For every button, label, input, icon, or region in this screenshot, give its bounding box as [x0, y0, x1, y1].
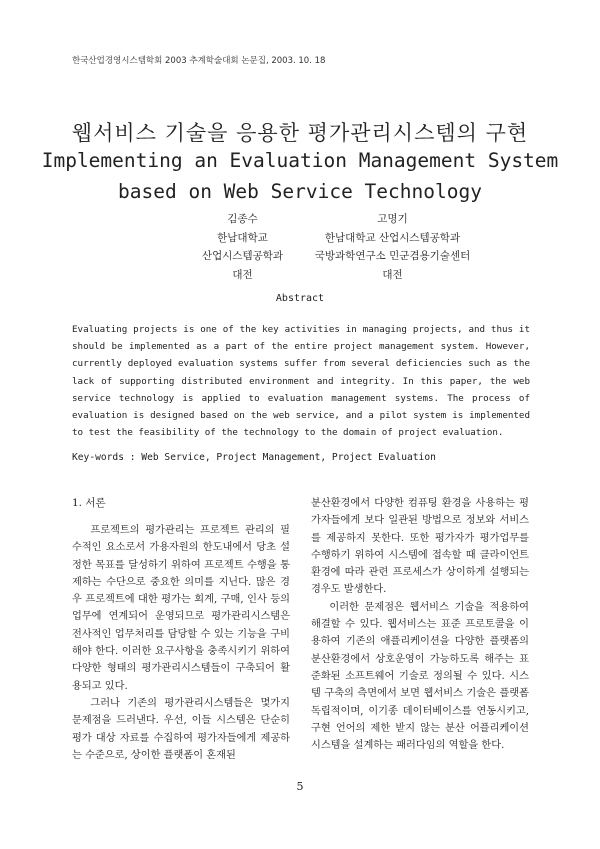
paragraph: 프로젝트의 평가관리는 프로젝트 관리의 필수적인 요소로서 가용자원의 한도내에서 당초 설정한 목표를 달성하기 위하여 프로젝트 수행을 통제하는 수단으로 중요한 의미를 지닌다. 많은 경우 프로젝트에 대한 평가는 회계, 구매, 인사 등의 업무에 연계되어 운영되므로 평가관리시스템은 전사적인 업무처리를 담당할 수 있는 기능을 구비해야 한다. 이러한 요구사항을 충족시키기 위하여 다양한 형태의 평가관리시스템들이 구축되어 활용되고 있다. [72, 525, 290, 692]
paragraph: 이러한 문제점은 웹서비스 기술을 적용하여 해결할 수 있다. 웹서비스는 표준 프로토콜을 이용하여 기존의 애플리케이션을 다양한 플랫폼의 분산환경에서 상호운영이 가능하도록 해주는 표준화된 소프트웨어 기술로 정의될 수 있다. 시스템 구축의 측면에서 보면 웹서비스 기술은 플랫폼 독립적이며, 이기종 데이터베이스를 연동시키고, 구현 언어의 제한 받지 않는 분산 어플리케이션 시스템을 설계하는 패러다임의 역할을 한다. [311, 601, 529, 752]
section-heading: 1. 서론 [72, 497, 106, 509]
author-affiliation: 한남대학교 산업시스템공학과 [324, 231, 461, 244]
author-name: 고명기 [377, 213, 408, 225]
paragraph: 분산환경에서 다양한 컴퓨팅 환경을 사용하는 평가자들에게 보다 일관된 방법으로 정보와 서비스를 제공하지 못한다. 또한 평가자가 평가업무를 수행하기 위하여 시스템에 접속할 때 클라이언트 환경에 따라 관련 프로세스가 상이하게 설행되는 경우도 발생한다. [311, 498, 529, 596]
author-city: 대전 [232, 268, 253, 281]
author-block-2 [285, 210, 500, 284]
page-number: 5 [296, 780, 304, 793]
title-korean: 웹서비스 기술을 응용한 평가관리시스템의 구현 [71, 121, 529, 145]
author-affiliation: 한남대학교 [217, 231, 268, 244]
body-column-right [311, 495, 529, 754]
abstract-text: Evaluating projects is one of the key activities in managing projects, and thus it should be implemented as a part of the entire project management system. However, currently deployed evaluation systems suffer from several deficiencies such as the lack of supporting distributed environment and integrity. In this paper, the web service technology is applied to evaluation management systems. The process of evaluation is designed based on the web service, and a pilot system is implemented to test the feasibility of the technology to the domain of project evaluation. [72, 324, 530, 439]
author-city: 대전 [382, 268, 403, 281]
keywords-line: Key-words : Web Service, Project Management, Project Evaluation [72, 452, 436, 463]
author-department: 국방과학연구소 민군겸용기술센터 [314, 250, 471, 262]
running-header: 한국산업경영시스템학회 2003 추계학술대회 논문집, 2003. 10. 18 [72, 56, 326, 66]
title-english-line1: Implementing an Evaluation Management System [41, 149, 559, 172]
author-name: 김종수 [227, 213, 258, 225]
author-department: 산업시스템공학과 [201, 250, 284, 262]
body-column-left [72, 522, 290, 764]
abstract-heading: Abstract [275, 293, 325, 304]
title-english-line2: based on Web Service Technology [118, 180, 482, 203]
paragraph: 그러나 기존의 평가관리시스템들은 몇가지 문제점을 드러낸다. 우선, 이들 시스템은 단순히 평가 대상 자료를 수집하여 평가자들에게 제공하는 수준으로, 상이한 플랫폼이 혼재된 [72, 697, 290, 761]
